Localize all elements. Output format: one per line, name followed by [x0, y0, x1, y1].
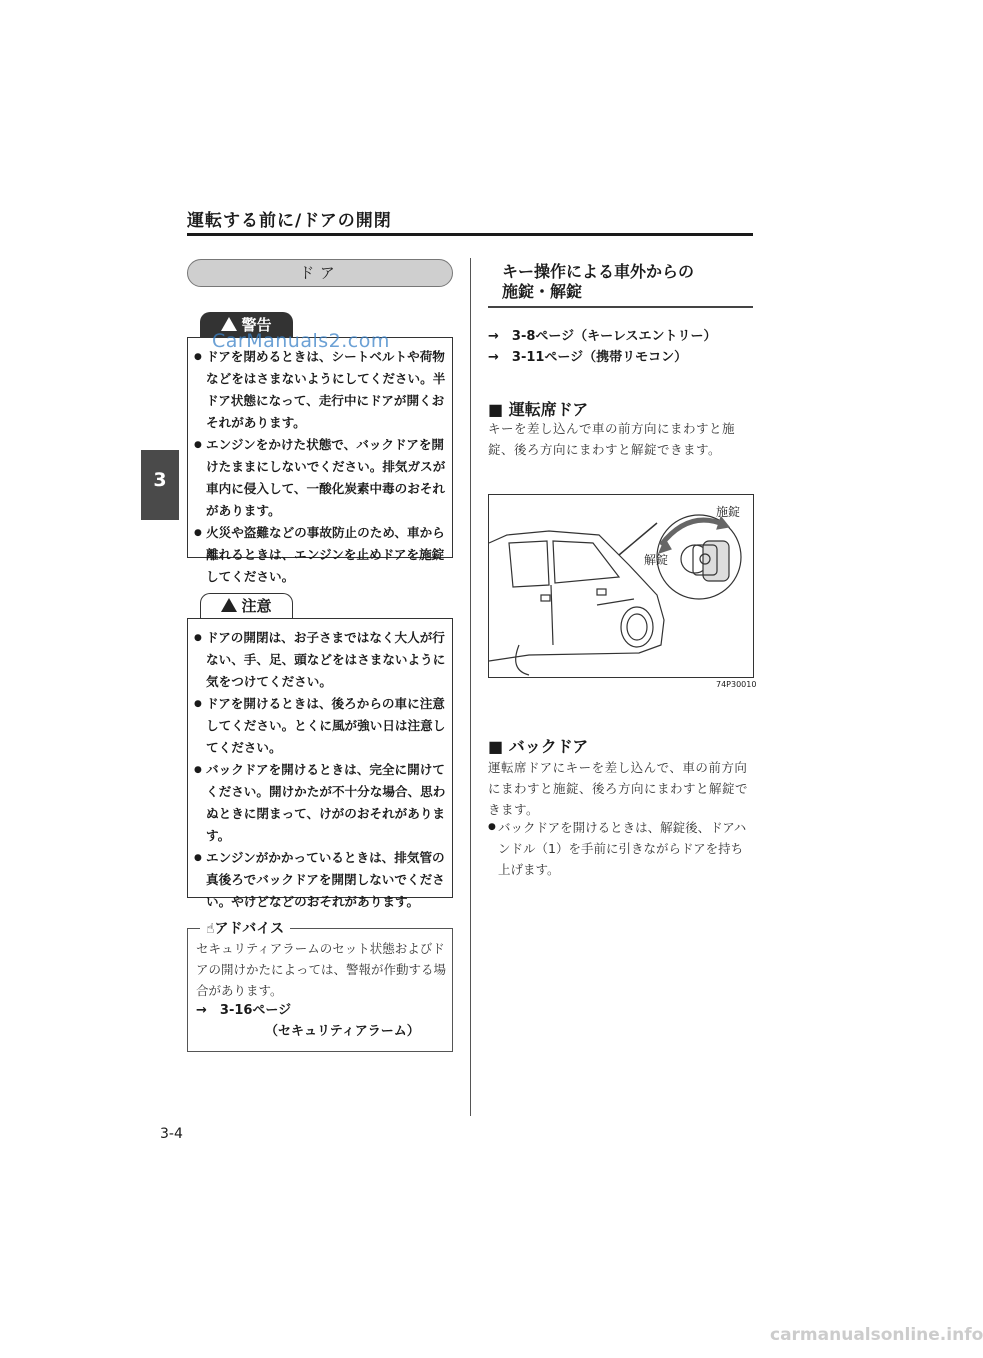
advice-label [200, 918, 290, 938]
advice-text: セキュリティアラームのセット状態およびドアの開けかたによっては、警報が作動する場合があります。 [196, 941, 447, 998]
reference-remote: → 3-11ページ（携帯リモコン） [488, 350, 688, 365]
car-illustration [489, 495, 753, 677]
caution-label: 注意 [241, 597, 272, 615]
advice-label-text: アドバイス [214, 921, 285, 937]
page-number: 3-4 [160, 1126, 183, 1142]
footer-watermark: carmanualsonline.info [770, 1325, 983, 1345]
warning-label: 警告 [241, 316, 272, 334]
caution-item: ● ドアを開けるときは、後ろからの車に注意してください。とくに風が強い日は注意してください。 [194, 693, 446, 759]
header-rule [187, 233, 753, 236]
bullet-dot-icon: ● [488, 822, 496, 832]
watermark: CarManuals2.com [212, 330, 390, 352]
advice-reference: → 3-16ページ [196, 1003, 292, 1018]
page-header-title: 運転する前に/ドアの開閉 [187, 211, 392, 231]
driver-door-text: キーを差し込んで車の前方向にまわすと施錠、後ろ方向にまわすと解錠できます。 [488, 421, 736, 457]
warning-item: ● ドアを閉めるときは、シートベルトや荷物などをはさまないようにしてください。半ドア状態になって、走行中にドアが開くおそれがあります。 [194, 346, 446, 434]
column-divider [470, 258, 471, 1116]
car-door-figure [488, 494, 754, 678]
warning-triangle-icon [221, 317, 237, 331]
caution-item: ● バックドアを開けるときは、完全に開けてください。開けかたが不十分な場合、思わぬときに閉まって、けがのおそれがあります。 [194, 759, 446, 847]
back-door-bullet: バックドアを開けるときは、解錠後、ドアハンドル（1）を手前に引きながらドアを持ち上げます。 [498, 820, 747, 877]
section-heading-line2: 施錠・解錠 [502, 282, 583, 301]
driver-door-title: ■ 運転席ドア [488, 400, 589, 419]
caution-tab [200, 593, 293, 619]
chapter-tab: 3 [141, 450, 179, 520]
unlock-label: 解錠 [644, 553, 669, 567]
caution-box [187, 618, 453, 909]
back-door-title: ■ バックドア [488, 737, 589, 756]
hand-icon: ☝ [206, 921, 215, 937]
figure-code: 74P30010 [716, 680, 757, 689]
heading-rule [488, 306, 753, 308]
section-heading-line1: キー操作による車外からの [502, 262, 695, 281]
back-door-text: 運転席ドアにキーを差し込んで、車の前方向にまわすと施錠、後ろ方向にまわすと解錠できます。 [488, 760, 749, 817]
caution-triangle-icon [221, 598, 237, 612]
warning-item: ● 火災や盗難などの事故防止のため、車から離れるときは、エンジンを止めドアを施錠してください。 [194, 522, 446, 588]
section-heading [502, 262, 754, 302]
caution-item: ● エンジンがかかっているときは、排気管の真後ろでバックドアを開閉しないでください。やけどなどのおそれがあります。 [194, 847, 446, 913]
warning-box [187, 337, 453, 584]
caution-item: ● ドアの開閉は、お子さまではなく大人が行ない、手、足、頭などをはさまないように気をつけてください。 [194, 627, 446, 693]
warning-item: ● エンジンをかけた状態で、バックドアを開けたままにしないでください。排気ガスが車内に侵入して、一酸化炭素中毒のおそれがあります。 [194, 434, 446, 522]
lock-label: 施錠 [716, 505, 741, 519]
advice-reference-sub: （セキュリティアラーム） [265, 1024, 420, 1039]
reference-keyless: → 3-8ページ（キーレスエントリー） [488, 329, 717, 344]
section-title-door: ドア [187, 259, 453, 287]
